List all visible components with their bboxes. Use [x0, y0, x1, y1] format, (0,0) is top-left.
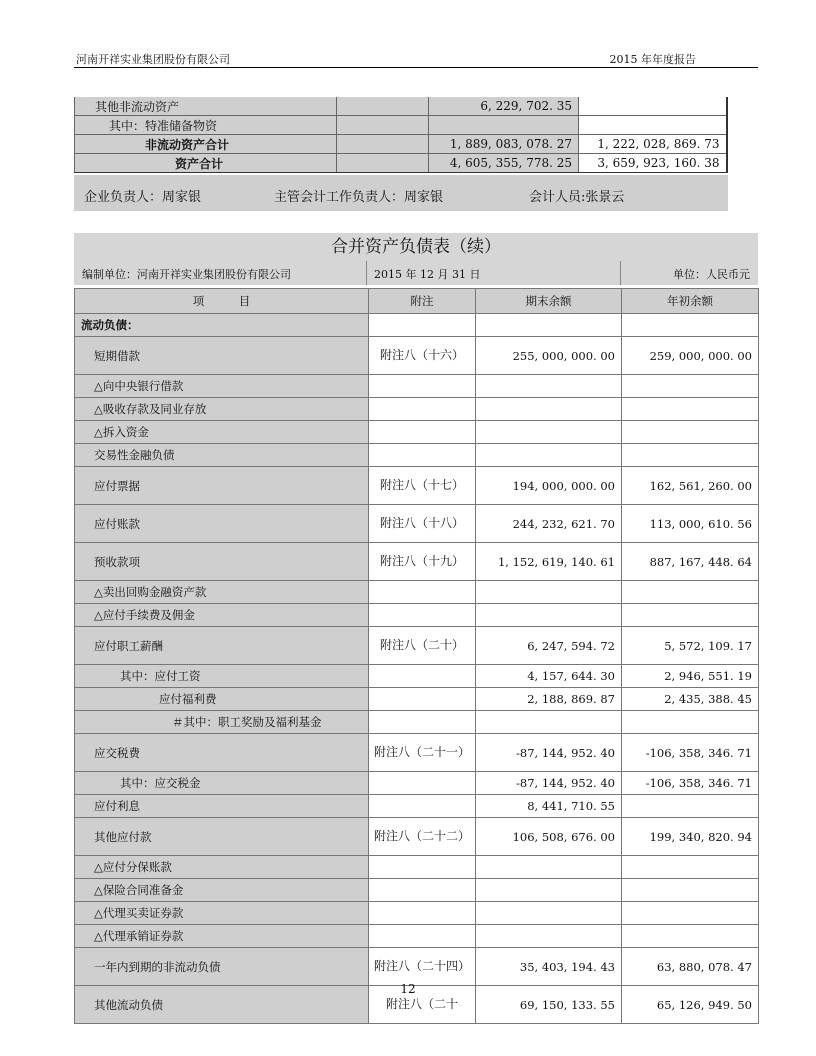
liabilities-table	[74, 288, 759, 1024]
row-end-balance: -87, 144, 952. 40	[476, 734, 622, 772]
report-date: 2015 年 12 月 31 日	[374, 268, 481, 281]
table-row	[75, 688, 759, 711]
row-note	[369, 879, 476, 902]
row-begin-balance: 3, 659, 923, 160. 38	[579, 154, 727, 173]
row-item: 其中：特准储备物资	[75, 116, 337, 135]
row-end-balance: 4, 157, 644. 30	[476, 665, 622, 688]
row-note: 附注八（二十）	[369, 627, 476, 665]
header-company: 河南开祥实业集团股份有限公司	[76, 53, 230, 66]
col-item: 项 目	[75, 289, 369, 314]
row-begin-balance: 259, 000, 000. 00	[622, 337, 759, 375]
row-note	[369, 665, 476, 688]
table-row	[75, 314, 759, 337]
row-begin-balance: 162, 561, 260. 00	[622, 467, 759, 505]
table-row	[75, 398, 759, 421]
table-row	[75, 375, 759, 398]
table-row	[75, 925, 759, 948]
row-end-balance: 255, 000, 000. 00	[476, 337, 622, 375]
row-item: 非流动资产合计	[75, 135, 337, 154]
meta-divider	[366, 261, 367, 285]
table-row	[75, 856, 759, 879]
row-item: 一年内到期的非流动负债	[75, 948, 369, 986]
row-note	[337, 97, 429, 116]
row-end-balance	[476, 879, 622, 902]
table-row	[75, 467, 759, 505]
row-item: △代理买卖证券款	[75, 902, 369, 925]
enterprise-head: 企业负责人：周家银	[84, 190, 202, 205]
row-end-balance	[476, 711, 622, 734]
row-end-balance: 1, 152, 619, 140. 61	[476, 543, 622, 581]
row-begin-balance: 5, 572, 109. 17	[622, 627, 759, 665]
table-row	[75, 116, 727, 135]
row-end-balance	[476, 421, 622, 444]
row-begin-balance	[622, 398, 759, 421]
row-end-balance	[476, 925, 622, 948]
table-row	[75, 581, 759, 604]
col-note: 附注	[369, 289, 476, 314]
row-item: 预收款项	[75, 543, 369, 581]
row-note: 附注八（十七）	[369, 467, 476, 505]
row-end-balance	[476, 444, 622, 467]
row-begin-balance	[622, 925, 759, 948]
row-end-balance	[476, 375, 622, 398]
row-end-balance: 6, 229, 702. 35	[429, 97, 579, 116]
row-item: 资产合计	[75, 154, 337, 173]
row-note: 附注八（二十	[369, 986, 476, 1024]
row-item: 应付账款	[75, 505, 369, 543]
table-row	[75, 711, 759, 734]
row-begin-balance: 2, 946, 551. 19	[622, 665, 759, 688]
row-note	[369, 581, 476, 604]
row-end-balance	[429, 116, 579, 135]
table-row	[75, 543, 759, 581]
row-end-balance: 106, 508, 676. 00	[476, 818, 622, 856]
row-item: 应付福利费	[75, 688, 369, 711]
row-note	[337, 116, 429, 135]
row-note: 附注八（二十四）	[369, 948, 476, 986]
row-note	[369, 421, 476, 444]
row-item: △代理承销证券款	[75, 925, 369, 948]
table-row	[75, 97, 727, 116]
row-item: △拆入资金	[75, 421, 369, 444]
row-end-balance	[476, 902, 622, 925]
row-begin-balance: 63, 880, 078. 47	[622, 948, 759, 986]
table-row	[75, 337, 759, 375]
row-begin-balance	[622, 314, 759, 337]
row-begin-balance	[622, 604, 759, 627]
row-begin-balance	[622, 421, 759, 444]
currency-unit: 单位：人民币元	[673, 268, 750, 281]
row-note: 附注八（二十二）	[369, 818, 476, 856]
row-end-balance	[476, 856, 622, 879]
table-row	[75, 421, 759, 444]
row-begin-balance: 887, 167, 448. 64	[622, 543, 759, 581]
row-begin-balance	[622, 375, 759, 398]
row-item: 短期借款	[75, 337, 369, 375]
row-begin-balance: 113, 000, 610. 56	[622, 505, 759, 543]
row-begin-balance	[622, 581, 759, 604]
meta-divider	[620, 261, 621, 285]
row-begin-balance	[622, 856, 759, 879]
row-item: 其中：应付工资	[75, 665, 369, 688]
table-row	[75, 772, 759, 795]
assets-continuation-table	[74, 97, 728, 173]
row-note: 附注八（十九）	[369, 543, 476, 581]
row-begin-balance	[622, 711, 759, 734]
row-item: 应付职工薪酬	[75, 627, 369, 665]
row-end-balance: 4, 605, 355, 778. 25	[429, 154, 579, 173]
row-end-balance: 69, 150, 133. 55	[476, 986, 622, 1024]
row-note	[369, 375, 476, 398]
row-item: △卖出回购金融资产款	[75, 581, 369, 604]
row-note	[337, 154, 429, 173]
accounting-head: 主管会计工作负责人：周家银	[274, 190, 444, 205]
row-begin-balance: 199, 340, 820. 94	[622, 818, 759, 856]
row-end-balance: 8, 441, 710. 55	[476, 795, 622, 818]
column-header-row	[75, 289, 759, 314]
row-note: 附注八（二十一）	[369, 734, 476, 772]
table-row	[75, 154, 727, 173]
table-row	[75, 948, 759, 986]
row-item: 应付票据	[75, 467, 369, 505]
row-item: 其他流动负债	[75, 986, 369, 1024]
row-note	[369, 925, 476, 948]
row-begin-balance	[622, 795, 759, 818]
row-item: 流动负债：	[75, 314, 369, 337]
col-begin-balance: 年初余额	[622, 289, 759, 314]
row-note	[369, 314, 476, 337]
table-meta	[74, 261, 758, 285]
row-begin-balance	[622, 902, 759, 925]
row-end-balance: 35, 403, 194. 43	[476, 948, 622, 986]
signature-bar	[74, 175, 728, 211]
page-header	[74, 50, 758, 68]
row-begin-balance: -106, 358, 346. 71	[622, 734, 759, 772]
table-row	[75, 444, 759, 467]
table-row	[75, 627, 759, 665]
row-item: △向中央银行借款	[75, 375, 369, 398]
row-begin-balance	[622, 444, 759, 467]
row-end-balance: 194, 000, 000. 00	[476, 467, 622, 505]
row-note: 附注八（十六）	[369, 337, 476, 375]
page-number: 12	[400, 982, 416, 996]
row-end-balance: 244, 232, 621. 70	[476, 505, 622, 543]
row-note	[369, 688, 476, 711]
col-end-balance: 期末余额	[476, 289, 622, 314]
compiling-unit: 编制单位：河南开祥实业集团股份有限公司	[82, 268, 291, 281]
row-item: △保险合同准备金	[75, 879, 369, 902]
row-note	[369, 856, 476, 879]
row-end-balance: 1, 889, 083, 078. 27	[429, 135, 579, 154]
row-begin-balance	[579, 116, 727, 135]
row-note	[369, 711, 476, 734]
row-begin-balance: 65, 126, 949. 50	[622, 986, 759, 1024]
table-row	[75, 665, 759, 688]
row-begin-balance: 1, 222, 028, 869. 73	[579, 135, 727, 154]
row-item: △吸收存款及同业存放	[75, 398, 369, 421]
row-note	[369, 772, 476, 795]
row-begin-balance: 2, 435, 388. 45	[622, 688, 759, 711]
row-end-balance: 6, 247, 594. 72	[476, 627, 622, 665]
table-row	[75, 604, 759, 627]
row-item: 交易性金融负债	[75, 444, 369, 467]
accountant: 会计人员:张景云	[529, 190, 625, 205]
header-report-year: 2015 年年度报告	[609, 53, 696, 66]
table-row	[75, 879, 759, 902]
table-row	[75, 135, 727, 154]
row-end-balance	[476, 581, 622, 604]
row-note	[369, 902, 476, 925]
row-item: ＃其中：职工奖励及福利基金	[75, 711, 369, 734]
row-note	[369, 398, 476, 421]
row-note	[337, 135, 429, 154]
row-item: △应付分保账款	[75, 856, 369, 879]
row-end-balance	[476, 604, 622, 627]
row-item: 其中：应交税金	[75, 772, 369, 795]
table-row	[75, 902, 759, 925]
table-title: 合并资产负债表（续）	[74, 233, 758, 261]
row-end-balance: -87, 144, 952. 40	[476, 772, 622, 795]
table-row	[75, 795, 759, 818]
row-end-balance	[476, 398, 622, 421]
table-row	[75, 505, 759, 543]
row-begin-balance	[622, 879, 759, 902]
table-row	[75, 818, 759, 856]
row-note	[369, 604, 476, 627]
table-row	[75, 734, 759, 772]
row-item: 应付利息	[75, 795, 369, 818]
row-item: 其他应付款	[75, 818, 369, 856]
row-end-balance	[476, 314, 622, 337]
row-item: 应交税费	[75, 734, 369, 772]
row-note	[369, 444, 476, 467]
row-item: 其他非流动资产	[75, 97, 337, 116]
row-note	[369, 795, 476, 818]
row-end-balance: 2, 188, 869. 87	[476, 688, 622, 711]
row-item: △应付手续费及佣金	[75, 604, 369, 627]
row-note: 附注八（十八）	[369, 505, 476, 543]
row-begin-balance: -106, 358, 346. 71	[622, 772, 759, 795]
row-begin-balance	[579, 97, 727, 116]
